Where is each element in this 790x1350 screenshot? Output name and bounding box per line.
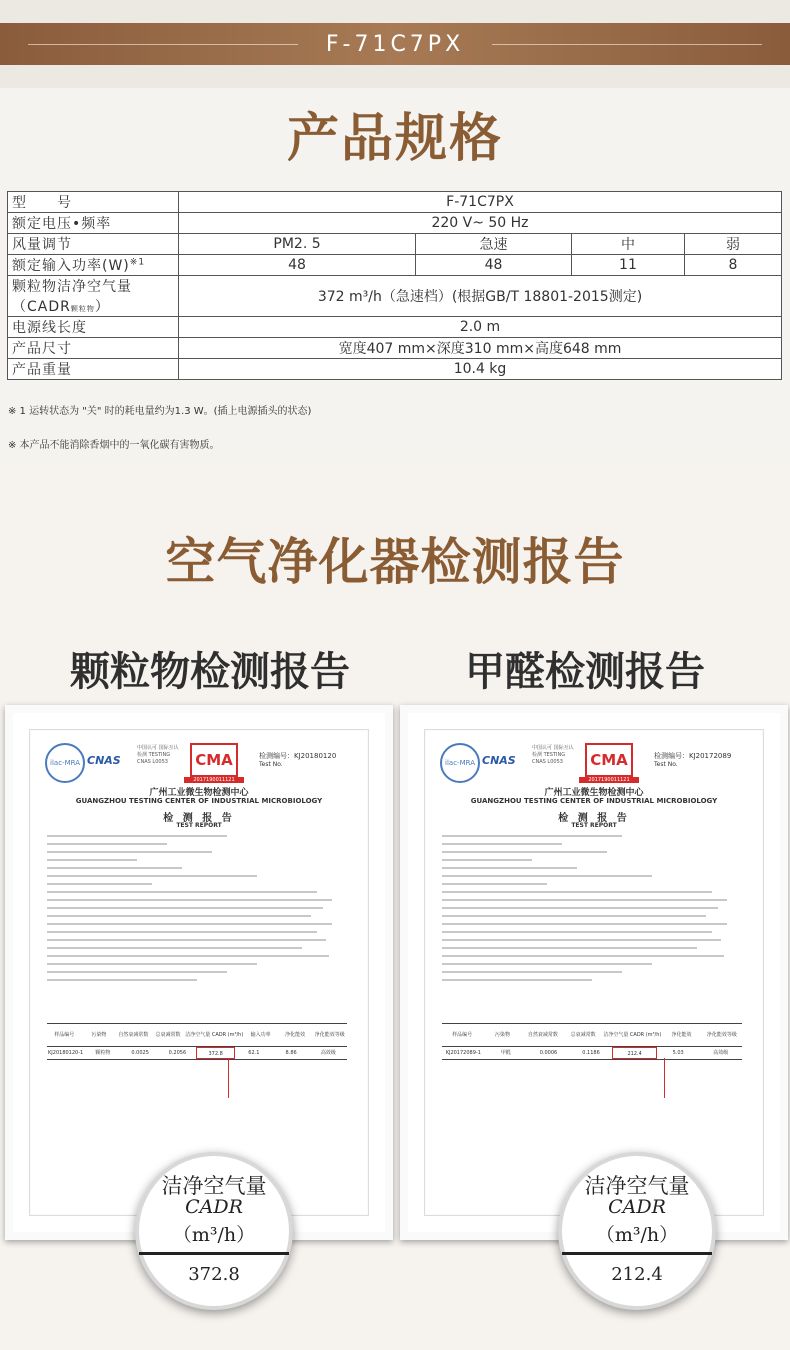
magnifier-label-cn: 洁净空气量 bbox=[584, 1174, 690, 1198]
table-row bbox=[442, 1047, 742, 1059]
spec-cell: 48 bbox=[416, 255, 572, 276]
table-cell: 0.1186 bbox=[582, 1050, 600, 1056]
callout-line bbox=[664, 1058, 665, 1098]
spec-cell: 急速 bbox=[416, 234, 572, 255]
spec-label-line1: 颗粒物洁净空气量 bbox=[12, 279, 132, 295]
magnifier-value: 372.8 bbox=[188, 1264, 240, 1285]
report-number: 检测编号：KJ20172089 bbox=[654, 752, 732, 760]
table-cell: 0.0006 bbox=[539, 1050, 558, 1056]
spec-label-line2 bbox=[12, 296, 174, 316]
spec-row-weight bbox=[8, 359, 782, 380]
table-row bbox=[47, 1047, 347, 1059]
table-header-cell: 净化能效等级 bbox=[706, 1032, 737, 1038]
highlighted-cadr-cell: 372.8 bbox=[196, 1047, 235, 1059]
cnas-logo: CNAS bbox=[87, 754, 121, 767]
spec-label: 产品尺寸 bbox=[8, 338, 179, 359]
spec-label bbox=[8, 255, 179, 276]
spec-value: 10.4 kg bbox=[179, 359, 782, 380]
table-cell: 甲醛 bbox=[500, 1050, 511, 1056]
table-cell: 颗粒物 bbox=[95, 1050, 111, 1056]
particulate-cadr-magnifier bbox=[135, 1152, 293, 1310]
org-name-cn: 广州工业微生物检测中心 bbox=[149, 788, 249, 798]
report-section-title: 空气净化器检测报告 bbox=[165, 533, 625, 591]
spec-cell: 弱 bbox=[685, 234, 782, 255]
footnote-marker: ※1 bbox=[129, 257, 146, 268]
table-cell: 5.03 bbox=[672, 1050, 684, 1056]
cma-code: 2017190011121 bbox=[579, 777, 639, 783]
footnote-2: ※ 本产品不能消除香烟中的一氧化碳有害物质。 bbox=[8, 440, 220, 451]
report-heading-cn: 检 测 报 告 bbox=[558, 813, 630, 824]
magnifier-rule bbox=[562, 1252, 712, 1255]
magnifier-label-cn: 洁净空气量 bbox=[161, 1174, 267, 1198]
spec-label: 风量调节 bbox=[8, 234, 179, 255]
table-cell: 0.0025 bbox=[131, 1050, 149, 1056]
model-banner-text: F-71C7PX bbox=[325, 31, 465, 57]
magnifier-label-cadr: CADR bbox=[185, 1196, 243, 1218]
table-cell: 62.1 bbox=[248, 1050, 260, 1056]
org-name-en: GUANGZHOU TESTING CENTER OF INDUSTRIAL MICROBIOLOGY bbox=[75, 797, 323, 805]
table-header-cell: 污染物 bbox=[91, 1032, 107, 1038]
spec-row-airflow bbox=[8, 234, 782, 255]
ilac-mra-logo: ilac-MRA bbox=[45, 743, 85, 783]
table-header-cell: 洁净空气量 CADR (m³/h) bbox=[185, 1032, 244, 1038]
particulate-report-title: 颗粒物检测报告 bbox=[70, 649, 350, 695]
spec-section-title: 产品规格 bbox=[286, 109, 503, 169]
report-heading-en: TEST REPORT bbox=[571, 822, 617, 829]
banner-right-rule bbox=[492, 44, 762, 45]
model-banner bbox=[0, 23, 790, 65]
spec-table bbox=[7, 191, 782, 380]
footnote-1: ※ 1 运转状态为 "关" 时的耗电量约为1.3 W。(插上电源插头的状态) bbox=[8, 406, 312, 417]
formaldehyde-report-frame bbox=[400, 705, 788, 1240]
spec-cell: 中 bbox=[571, 234, 684, 255]
spec-row-power bbox=[8, 255, 782, 276]
magnifier-label-cadr: CADR bbox=[608, 1196, 666, 1218]
report-number-en: Test No. bbox=[654, 761, 678, 768]
spec-value: 宽度407 mm×深度310 mm×高度648 mm bbox=[179, 338, 782, 359]
cma-logo: CMA bbox=[585, 743, 633, 777]
report-number: 检测编号：KJ20180120 bbox=[259, 752, 337, 760]
spec-row-size bbox=[8, 338, 782, 359]
spec-row-model bbox=[8, 192, 782, 213]
table-cell: 0.2056 bbox=[168, 1050, 187, 1056]
certification-logos bbox=[45, 743, 375, 783]
table-cell: KJ20172089-1 bbox=[445, 1050, 481, 1056]
spec-cell: 8 bbox=[685, 255, 782, 276]
particulate-report-document bbox=[31, 731, 367, 1214]
table-header-cell: 净化能效 bbox=[671, 1032, 692, 1038]
result-table bbox=[442, 1023, 742, 1060]
spec-value: 2.0 m bbox=[179, 317, 782, 338]
report-heading-cn: 检 测 报 告 bbox=[163, 813, 235, 824]
callout-line bbox=[228, 1058, 229, 1098]
table-header-cell: 自然衰减常数 bbox=[118, 1032, 149, 1038]
table-cell: 8.86 bbox=[285, 1050, 297, 1056]
table-header-cell: 洁净空气量 CADR (m³/h) bbox=[603, 1032, 662, 1038]
magnifier-label-unit: （m³/h） bbox=[595, 1224, 679, 1246]
highlighted-cadr-cell: 212.4 bbox=[612, 1047, 657, 1059]
org-name-cn: 广州工业微生物检测中心 bbox=[544, 788, 644, 798]
cnas-logo-text: 中国认可 国际互认 检测 TESTING CNAS L0053 bbox=[532, 745, 574, 765]
spec-value: F-71C7PX bbox=[179, 192, 782, 213]
spec-label: 电源线长度 bbox=[8, 317, 179, 338]
spec-row-voltage bbox=[8, 213, 782, 234]
spec-cell: PM2. 5 bbox=[179, 234, 416, 255]
cma-logo: CMA bbox=[190, 743, 238, 777]
formaldehyde-report-document bbox=[426, 731, 762, 1214]
table-header-cell: 总衰减常数 bbox=[570, 1032, 596, 1038]
table-header-cell: 样品编号 bbox=[452, 1032, 473, 1038]
magnifier-value: 212.4 bbox=[611, 1264, 663, 1285]
spec-label bbox=[8, 276, 179, 317]
magnifier-label-unit: （m³/h） bbox=[172, 1224, 256, 1246]
spec-label-text: 额定输入功率(W) bbox=[12, 258, 130, 274]
cnas-logo-text: 中国认可 国际互认 检测 TESTING CNAS L0053 bbox=[137, 745, 179, 765]
result-table-header bbox=[47, 1024, 347, 1047]
table-header-cell: 总衰减常数 bbox=[155, 1032, 181, 1038]
certification-logos bbox=[440, 743, 770, 783]
report-body-text bbox=[442, 835, 742, 987]
cadr-subscript: 颗粒物 bbox=[70, 305, 95, 313]
result-table-header bbox=[442, 1024, 742, 1047]
table-header-cell: 样品编号 bbox=[54, 1032, 75, 1038]
table-cell: 高效级 bbox=[320, 1050, 336, 1056]
spec-label: 型 号 bbox=[8, 192, 179, 213]
spec-value: 372 m³/h（急速档）(根据GB/T 18801-2015测定) bbox=[179, 276, 782, 317]
spec-cell: 11 bbox=[571, 255, 684, 276]
table-cell: KJ20180120-1 bbox=[48, 1050, 84, 1056]
report-heading-en: TEST REPORT bbox=[176, 822, 222, 829]
table-header-cell: 输入功率 bbox=[250, 1032, 271, 1038]
table-cell: 高效级 bbox=[713, 1050, 729, 1056]
table-header-cell: 污染物 bbox=[494, 1032, 510, 1038]
banner-left-rule bbox=[28, 44, 298, 45]
report-number-en: Test No. bbox=[259, 761, 283, 768]
table-header-cell: 净化能效等级 bbox=[314, 1032, 345, 1038]
result-table bbox=[47, 1023, 347, 1060]
report-body-text bbox=[47, 835, 347, 987]
cnas-logo: CNAS bbox=[482, 754, 516, 767]
cadr-label: （CADR bbox=[12, 299, 71, 315]
cadr-label-end: ） bbox=[94, 299, 110, 315]
spec-value: 220 V~ 50 Hz bbox=[179, 213, 782, 234]
formaldehyde-cadr-magnifier bbox=[558, 1152, 716, 1310]
spec-label: 额定电压•频率 bbox=[8, 213, 179, 234]
formaldehyde-report-title: 甲醛检测报告 bbox=[465, 649, 705, 695]
table-header-cell: 净化能效 bbox=[285, 1032, 306, 1038]
table-header-cell: 自然衰减常数 bbox=[527, 1032, 558, 1038]
org-name-en: GUANGZHOU TESTING CENTER OF INDUSTRIAL MICROBIOLOGY bbox=[470, 797, 718, 805]
cma-code: 2017190011121 bbox=[184, 777, 244, 783]
spec-cell: 48 bbox=[179, 255, 416, 276]
spec-row-cord bbox=[8, 317, 782, 338]
ilac-mra-logo: ilac-MRA bbox=[440, 743, 480, 783]
spec-label: 产品重量 bbox=[8, 359, 179, 380]
magnifier-rule bbox=[139, 1252, 289, 1255]
spec-row-cadr bbox=[8, 276, 782, 317]
